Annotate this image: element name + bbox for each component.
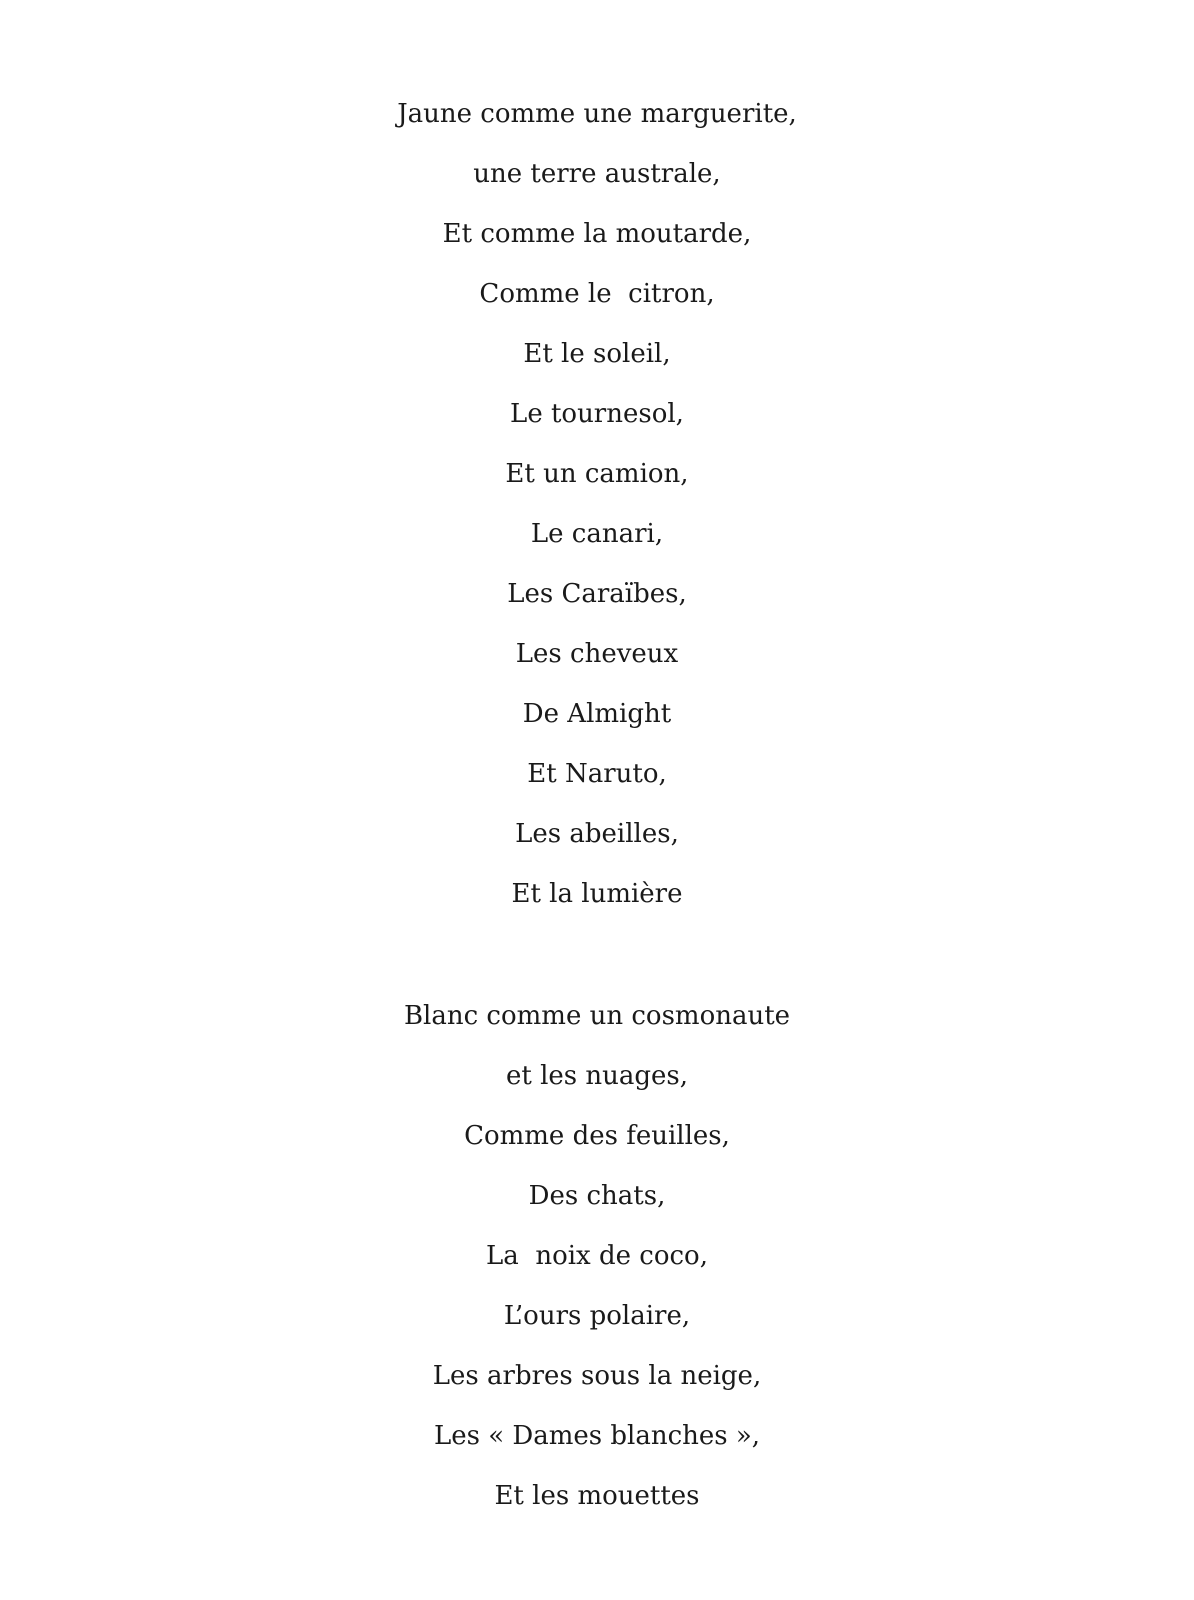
poem-line: L’ours polaire,: [503, 1301, 691, 1331]
stanza-yellow: [0, 94, 1194, 934]
poem-line: De Almight: [522, 699, 672, 729]
poem-line: Et Naruto,: [527, 759, 667, 789]
poem-line: une terre australe,: [473, 159, 721, 189]
poem-line: Des chats,: [528, 1181, 666, 1211]
poem-line: et les nuages,: [505, 1061, 689, 1091]
stanza-white: [0, 996, 1194, 1536]
poem-line: Et comme la moutarde,: [442, 219, 752, 249]
poem-line: Comme des feuilles,: [464, 1121, 730, 1151]
poem-line: Et un camion,: [505, 459, 689, 489]
poem-line: Et la lumière: [511, 879, 683, 909]
poem-line: La noix de coco,: [486, 1241, 708, 1271]
poem-line: Les Caraïbes,: [507, 579, 687, 609]
poem-line: Et les mouettes: [494, 1481, 700, 1511]
poem-line: Les arbres sous la neige,: [432, 1361, 762, 1391]
poem-line: Le tournesol,: [510, 399, 684, 429]
poem-line: Les abeilles,: [515, 819, 679, 849]
poem-line: Jaune comme une marguerite,: [397, 99, 797, 129]
poem-line: Les « Dames blanches »,: [433, 1421, 761, 1451]
poem-line: Et le soleil,: [523, 339, 671, 369]
poem-line: Le canari,: [530, 519, 664, 549]
poem-line: Blanc comme un cosmonaute: [403, 1001, 791, 1031]
poem-line: Les cheveux: [515, 639, 679, 669]
poem-line: Comme le citron,: [479, 279, 715, 309]
